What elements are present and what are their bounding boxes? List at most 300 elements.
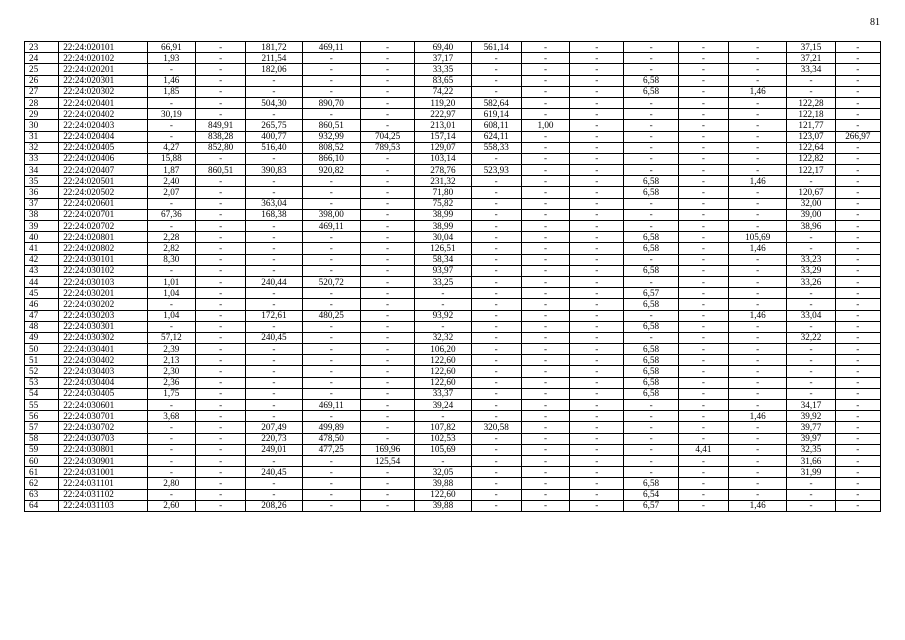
table-cell: - [624, 400, 678, 411]
table-cell: 33,25 [415, 276, 471, 287]
table-cell: 4,27 [147, 142, 195, 153]
table-cell: - [729, 165, 787, 176]
table-cell: - [147, 131, 195, 142]
table-cell: - [147, 64, 195, 75]
table-cell: - [360, 243, 414, 254]
table-cell: - [195, 97, 245, 108]
cadastral-number-cell: 22:24:031102 [59, 489, 148, 500]
table-cell: - [729, 131, 787, 142]
cadastral-number-cell: 22:24:020601 [59, 198, 148, 209]
table-cell: - [729, 265, 787, 276]
table-cell: - [195, 455, 245, 466]
table-cell: 1,46 [729, 176, 787, 187]
table-cell: 6,58 [624, 265, 678, 276]
table-cell: - [471, 433, 521, 444]
table-cell: - [570, 209, 624, 220]
table-cell: - [360, 254, 414, 265]
table-row [25, 176, 881, 187]
table-cell: 34,17 [787, 400, 835, 411]
table-cell: - [246, 75, 302, 86]
table-cell: - [835, 377, 880, 388]
table-cell: - [570, 478, 624, 489]
table-cell: - [195, 288, 245, 299]
table-row [25, 489, 881, 500]
table-cell: - [835, 198, 880, 209]
table-cell: - [360, 321, 414, 332]
table-cell: - [678, 310, 728, 321]
table-cell: 106,20 [415, 344, 471, 355]
table-cell: 516,40 [246, 142, 302, 153]
table-cell: - [729, 366, 787, 377]
table-cell: - [678, 120, 728, 131]
cadastral-number-cell: 22:24:020201 [59, 64, 148, 75]
table-cell: - [835, 254, 880, 265]
table-cell: - [835, 400, 880, 411]
table-cell: - [787, 377, 835, 388]
table-cell: 469,11 [302, 221, 360, 232]
table-cell: 157,14 [415, 131, 471, 142]
table-cell: - [302, 366, 360, 377]
table-cell: - [678, 198, 728, 209]
table-cell: - [360, 377, 414, 388]
table-cell: - [729, 97, 787, 108]
table-cell: - [835, 42, 880, 53]
row-number-cell: 58 [25, 433, 59, 444]
table-cell: - [570, 366, 624, 377]
table-cell: - [147, 489, 195, 500]
table-cell: 2,39 [147, 344, 195, 355]
table-cell: - [787, 321, 835, 332]
table-row [25, 344, 881, 355]
table-cell: - [521, 42, 569, 53]
table-cell: - [570, 86, 624, 97]
row-number-cell: 30 [25, 120, 59, 131]
table-cell: - [624, 209, 678, 220]
cadastral-number-cell: 22:24:020401 [59, 97, 148, 108]
table-cell: - [729, 120, 787, 131]
cadastral-number-cell: 22:24:020502 [59, 187, 148, 198]
table-cell: - [302, 332, 360, 343]
table-cell: - [570, 254, 624, 265]
table-cell: - [678, 176, 728, 187]
table-cell: - [835, 500, 880, 511]
table-cell: - [302, 321, 360, 332]
row-number-cell: 49 [25, 332, 59, 343]
table-cell: - [302, 500, 360, 511]
table-cell: - [360, 310, 414, 321]
table-cell: 31,99 [787, 467, 835, 478]
cadastral-number-cell: 22:24:030801 [59, 444, 148, 455]
table-cell: - [360, 42, 414, 53]
table-cell: 231,32 [415, 176, 471, 187]
table-cell: - [729, 422, 787, 433]
table-cell: - [570, 310, 624, 321]
table-cell: - [835, 209, 880, 220]
table-cell: 32,32 [415, 332, 471, 343]
table-cell: 390,83 [246, 165, 302, 176]
table-cell: - [729, 187, 787, 198]
table-cell: - [570, 411, 624, 422]
table-cell: - [835, 232, 880, 243]
table-cell: - [471, 64, 521, 75]
cadastral-number-cell: 22:24:030701 [59, 411, 148, 422]
table-cell: 4,41 [678, 444, 728, 455]
table-cell: - [729, 153, 787, 164]
table-cell: - [521, 500, 569, 511]
table-cell: - [678, 53, 728, 64]
table-cell: - [678, 455, 728, 466]
table-cell: 8,30 [147, 254, 195, 265]
table-cell: - [835, 187, 880, 198]
table-cell: - [835, 97, 880, 108]
table-cell: - [302, 299, 360, 310]
table-row [25, 355, 881, 366]
table-cell: - [835, 478, 880, 489]
row-number-cell: 44 [25, 276, 59, 287]
row-number-cell: 51 [25, 355, 59, 366]
table-cell: 93,97 [415, 265, 471, 276]
table-cell: 181,72 [246, 42, 302, 53]
row-number-cell: 38 [25, 209, 59, 220]
cadastral-number-cell: 22:24:030404 [59, 377, 148, 388]
table-cell: - [624, 433, 678, 444]
table-cell: - [147, 120, 195, 131]
table-cell: - [787, 388, 835, 399]
table-cell: - [729, 467, 787, 478]
table-cell: 2,80 [147, 478, 195, 489]
cadastral-number-cell: 22:24:020402 [59, 109, 148, 120]
table-cell: - [521, 478, 569, 489]
table-cell: - [521, 276, 569, 287]
table-cell: - [624, 455, 678, 466]
table-cell: - [729, 377, 787, 388]
row-number-cell: 23 [25, 42, 59, 53]
table-cell: - [302, 478, 360, 489]
table-cell: 120,67 [787, 187, 835, 198]
table-cell: - [787, 243, 835, 254]
table-cell: - [570, 142, 624, 153]
cadastral-number-cell: 22:24:030302 [59, 332, 148, 343]
table-cell: 39,92 [787, 411, 835, 422]
table-cell: 32,22 [787, 332, 835, 343]
table-cell: - [729, 64, 787, 75]
table-cell: 33,34 [787, 64, 835, 75]
table-cell: 69,40 [415, 42, 471, 53]
table-cell: - [471, 288, 521, 299]
table-cell: - [835, 109, 880, 120]
table-cell: - [246, 321, 302, 332]
table-cell: 30,04 [415, 232, 471, 243]
table-cell: - [570, 433, 624, 444]
table-cell: 6,58 [624, 232, 678, 243]
table-cell: - [678, 232, 728, 243]
table-row [25, 332, 881, 343]
table-cell: - [195, 64, 245, 75]
table-cell: - [570, 500, 624, 511]
table-cell: - [471, 377, 521, 388]
table-cell: 39,77 [787, 422, 835, 433]
table-cell: 240,44 [246, 276, 302, 287]
table-cell: - [570, 489, 624, 500]
cadastral-number-cell: 22:24:020802 [59, 243, 148, 254]
cadastral-number-cell: 22:24:030702 [59, 422, 148, 433]
table-cell: 6,58 [624, 321, 678, 332]
table-cell: - [678, 355, 728, 366]
table-cell: - [360, 276, 414, 287]
table-cell: - [302, 489, 360, 500]
table-row [25, 411, 881, 422]
table-cell: 6,58 [624, 344, 678, 355]
table-cell: - [147, 422, 195, 433]
table-cell: 37,21 [787, 53, 835, 64]
table-cell: 2,40 [147, 176, 195, 187]
table-row [25, 299, 881, 310]
table-cell: - [835, 153, 880, 164]
table-cell: - [521, 411, 569, 422]
table-cell: 172,61 [246, 310, 302, 321]
row-number-cell: 48 [25, 321, 59, 332]
table-cell: - [360, 299, 414, 310]
table-cell: 93,92 [415, 310, 471, 321]
table-cell: - [360, 97, 414, 108]
table-cell: - [360, 53, 414, 64]
table-cell: - [521, 142, 569, 153]
table-cell: 32,35 [787, 444, 835, 455]
table-row [25, 53, 881, 64]
table-cell: - [195, 310, 245, 321]
table-cell: - [787, 299, 835, 310]
cadastral-number-cell: 22:24:020406 [59, 153, 148, 164]
row-number-cell: 33 [25, 153, 59, 164]
table-cell: 31,66 [787, 455, 835, 466]
table-cell: 39,88 [415, 478, 471, 489]
table-cell: - [360, 400, 414, 411]
table-cell: 1,00 [521, 120, 569, 131]
table-cell: - [195, 299, 245, 310]
table-cell: - [835, 75, 880, 86]
table-cell: - [835, 142, 880, 153]
table-cell: - [678, 344, 728, 355]
table-cell: - [246, 232, 302, 243]
table-cell: - [570, 42, 624, 53]
table-cell: 6,58 [624, 75, 678, 86]
table-row [25, 142, 881, 153]
table-cell: 38,99 [415, 221, 471, 232]
table-cell: - [471, 232, 521, 243]
table-row [25, 243, 881, 254]
table-cell: - [360, 500, 414, 511]
table-cell: 122,28 [787, 97, 835, 108]
table-row [25, 97, 881, 108]
table-cell: - [147, 299, 195, 310]
table-row [25, 310, 881, 321]
table-cell: - [729, 254, 787, 265]
cadastral-number-cell: 22:24:030405 [59, 388, 148, 399]
table-cell: - [835, 310, 880, 321]
table-row [25, 153, 881, 164]
table-cell: - [678, 400, 728, 411]
table-cell: - [360, 422, 414, 433]
table-cell: - [570, 198, 624, 209]
table-cell: 2,28 [147, 232, 195, 243]
table-cell: 849,91 [195, 120, 245, 131]
table-cell: 6,58 [624, 299, 678, 310]
table-cell: - [415, 455, 471, 466]
table-cell: - [624, 120, 678, 131]
table-cell: - [835, 411, 880, 422]
table-cell: - [570, 131, 624, 142]
table-cell: - [147, 433, 195, 444]
table-cell: 71,80 [415, 187, 471, 198]
table-cell: 38,96 [787, 221, 835, 232]
cadastral-number-cell: 22:24:031103 [59, 500, 148, 511]
table-cell: - [195, 489, 245, 500]
table-cell: - [471, 299, 521, 310]
row-number-cell: 41 [25, 243, 59, 254]
row-number-cell: 25 [25, 64, 59, 75]
table-cell: - [195, 198, 245, 209]
table-cell: - [195, 321, 245, 332]
table-cell: - [521, 165, 569, 176]
table-cell: - [360, 75, 414, 86]
table-cell: 129,07 [415, 142, 471, 153]
table-cell: - [678, 276, 728, 287]
table-cell: - [570, 377, 624, 388]
table-cell: - [729, 478, 787, 489]
table-cell: - [195, 209, 245, 220]
table-cell: - [624, 42, 678, 53]
table-cell: - [570, 344, 624, 355]
table-cell: - [787, 355, 835, 366]
table-cell: - [360, 467, 414, 478]
table-cell: 624,11 [471, 131, 521, 142]
table-cell: 1,93 [147, 53, 195, 64]
table-cell: - [624, 53, 678, 64]
table-cell: - [471, 344, 521, 355]
table-cell: - [147, 467, 195, 478]
table-cell: - [729, 433, 787, 444]
table-cell: - [835, 64, 880, 75]
row-number-cell: 59 [25, 444, 59, 455]
row-number-cell: 39 [25, 221, 59, 232]
table-cell: - [471, 254, 521, 265]
table-cell: 469,11 [302, 400, 360, 411]
table-cell: - [360, 265, 414, 276]
table-cell: 866,10 [302, 153, 360, 164]
cadastral-number-cell: 22:24:030102 [59, 265, 148, 276]
row-number-cell: 50 [25, 344, 59, 355]
table-cell: - [360, 198, 414, 209]
cadastral-number-cell: 22:24:031001 [59, 467, 148, 478]
table-cell: - [678, 187, 728, 198]
table-cell: - [678, 332, 728, 343]
table-cell: - [471, 276, 521, 287]
table-cell: - [195, 388, 245, 399]
table-cell: - [521, 467, 569, 478]
table-cell: 266,97 [835, 131, 880, 142]
row-number-cell: 46 [25, 299, 59, 310]
table-cell: - [471, 400, 521, 411]
table-cell: 469,11 [302, 42, 360, 53]
table-row [25, 221, 881, 232]
table-cell: - [471, 411, 521, 422]
table-cell: - [195, 478, 245, 489]
table-cell: - [302, 467, 360, 478]
table-cell: 105,69 [729, 232, 787, 243]
row-number-cell: 36 [25, 187, 59, 198]
table-cell: 920,82 [302, 165, 360, 176]
table-cell: - [521, 366, 569, 377]
table-cell: - [729, 489, 787, 500]
table-cell: 33,37 [415, 388, 471, 399]
cadastral-number-cell: 22:24:030203 [59, 310, 148, 321]
table-cell: - [678, 500, 728, 511]
table-cell: - [787, 232, 835, 243]
table-cell: 122,60 [415, 366, 471, 377]
table-cell: - [195, 411, 245, 422]
table-cell: 39,97 [787, 433, 835, 444]
table-cell: - [246, 86, 302, 97]
table-cell: - [521, 187, 569, 198]
row-number-cell: 24 [25, 53, 59, 64]
table-cell: - [471, 53, 521, 64]
table-cell: - [471, 478, 521, 489]
table-cell: 105,69 [415, 444, 471, 455]
cadastral-number-cell: 22:24:020102 [59, 53, 148, 64]
table-cell: - [521, 198, 569, 209]
table-cell: - [195, 400, 245, 411]
table-cell: - [302, 455, 360, 466]
table-cell: 1,46 [147, 75, 195, 86]
table-cell: - [835, 344, 880, 355]
table-cell: - [195, 355, 245, 366]
table-cell: - [195, 53, 245, 64]
table-cell: 278,76 [415, 165, 471, 176]
table-cell: - [570, 332, 624, 343]
cadastral-number-cell: 22:24:030901 [59, 455, 148, 466]
table-cell: - [195, 265, 245, 276]
cadastral-number-cell: 22:24:030703 [59, 433, 148, 444]
table-cell: - [302, 344, 360, 355]
data-table [24, 41, 881, 512]
table-cell: 2,07 [147, 187, 195, 198]
row-number-cell: 53 [25, 377, 59, 388]
table-row [25, 131, 881, 142]
table-cell: 6,54 [624, 489, 678, 500]
table-cell: - [360, 221, 414, 232]
table-cell: - [302, 86, 360, 97]
table-cell: - [302, 377, 360, 388]
table-cell: - [835, 444, 880, 455]
table-cell: - [302, 198, 360, 209]
table-body [25, 42, 881, 512]
table-cell: 213,01 [415, 120, 471, 131]
table-cell: 37,15 [787, 42, 835, 53]
table-cell: 1,75 [147, 388, 195, 399]
table-cell: 704,25 [360, 131, 414, 142]
table-cell: - [835, 120, 880, 131]
table-cell: - [302, 265, 360, 276]
row-number-cell: 63 [25, 489, 59, 500]
table-cell: 890,70 [302, 97, 360, 108]
table-cell: - [360, 411, 414, 422]
table-cell: - [678, 388, 728, 399]
table-cell: - [360, 120, 414, 131]
table-row [25, 86, 881, 97]
table-cell: 561,14 [471, 42, 521, 53]
table-cell: 32,00 [787, 198, 835, 209]
table-cell: 39,88 [415, 500, 471, 511]
